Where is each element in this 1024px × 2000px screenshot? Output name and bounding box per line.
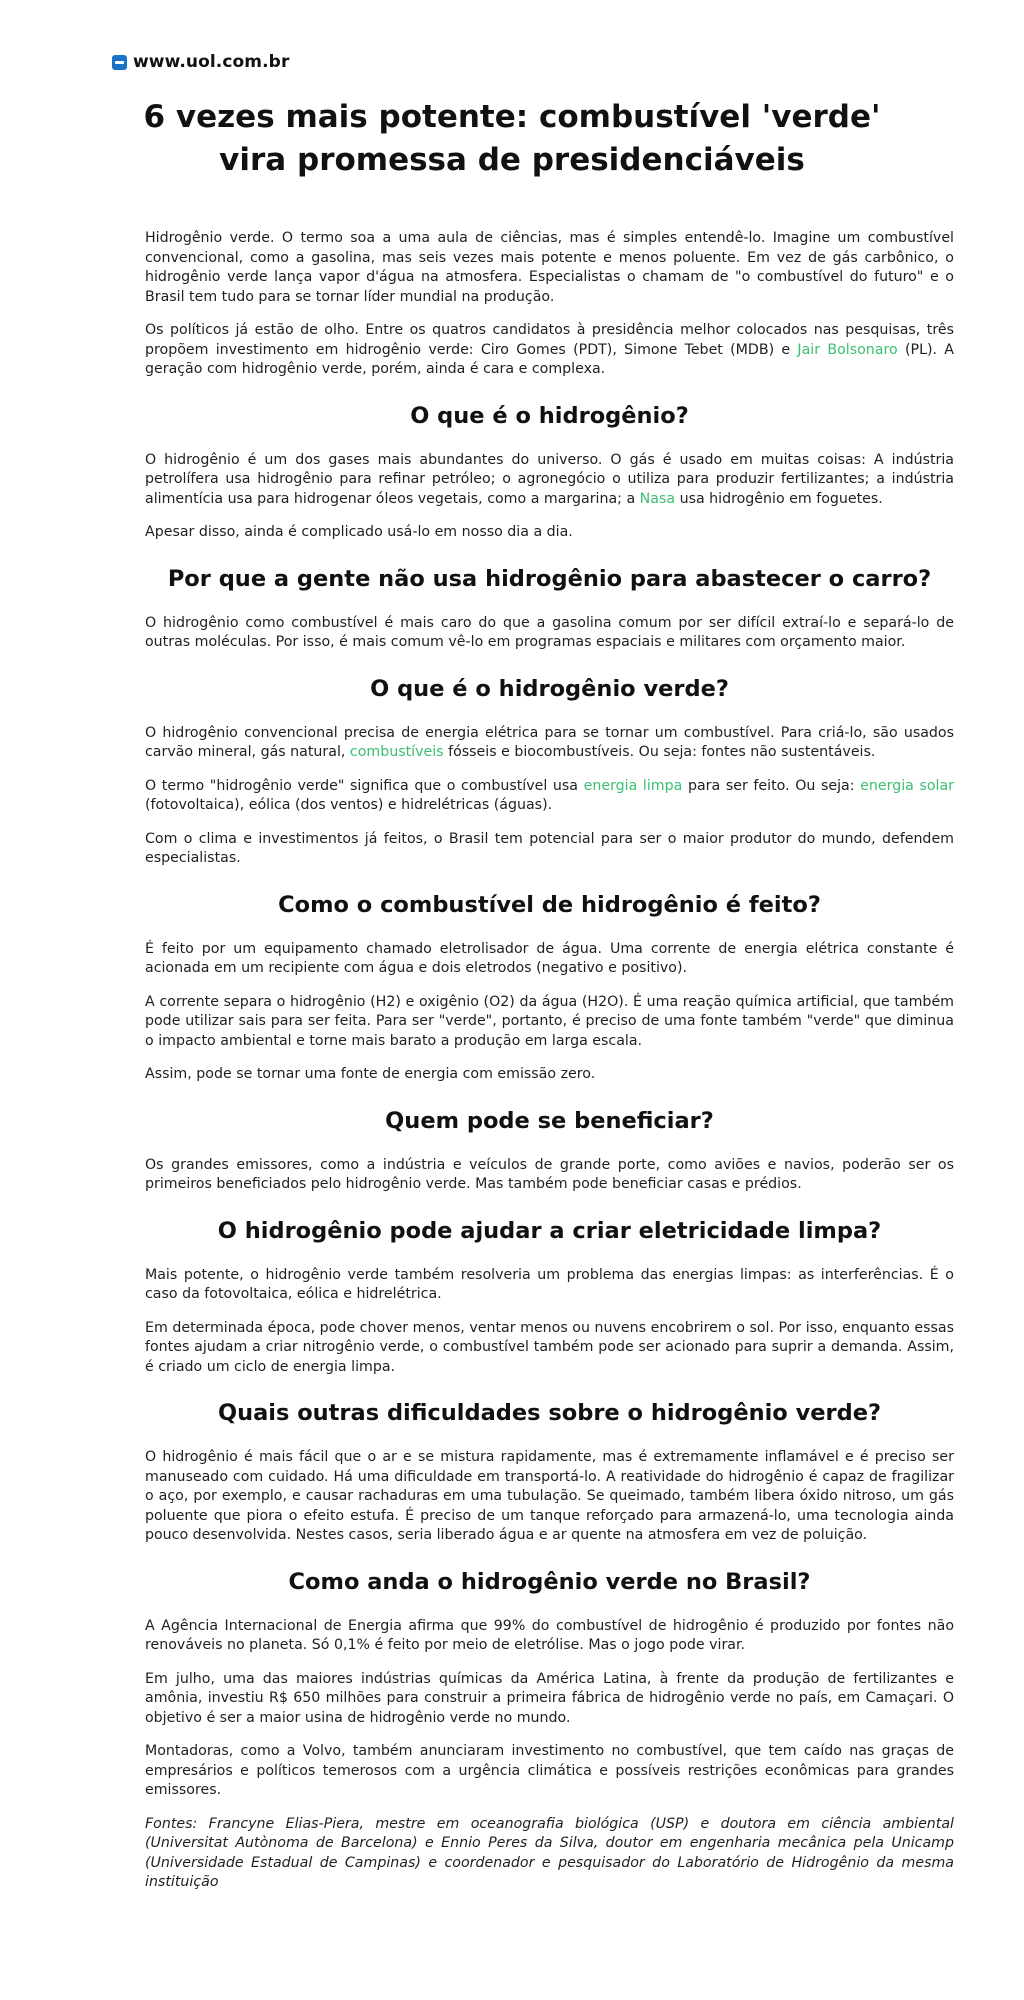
- section-heading: O que é o hidrogênio?: [410, 402, 689, 429]
- paragraph: O hidrogênio é mais fácil que o ar e se mistura rapidamente, mas é extremamente inflamável e é preciso ser manuseado com cuidado. Há uma dificuldade em transportá-lo. A reatividade do hidrogênio é capaz de fragilizar o aço, por exemplo, e causar rachaduras em uma tubulação. Se queimado, também libera óxido nitroso, um gás poluente que piora o efeito estufa. É preciso de um tanque reforçado para armazená-lo, uma tecnologia ainda pouco desenvolvida. Nestes casos, seria liberado água e ar quente na atmosfera em vez de poluição.: [145, 1449, 954, 1543]
- paragraph: Montadoras, como a Volvo, também anunciaram investimento no combustível, que tem caído nas graças de empresários e políticos temerosos com a urgência climática e possíveis restrições econômicas para grandes emissores.: [145, 1743, 954, 1798]
- paragraph: Os grandes emissores, como a indústria e veículos de grande porte, como aviões e navios, poderão ser os primeiros beneficiados pelo hidrogênio verde. Mas também pode beneficiar casas e prédios.: [145, 1156, 954, 1192]
- page-title: 6 vezes mais potente: combustível 'verde' vira promessa de presidenciáveis: [143, 99, 881, 178]
- site-domain[interactable]: www.uol.com.br: [133, 52, 290, 72]
- paragraph-text: fósseis e biocombustíveis. Ou seja: fontes não sustentáveis.: [443, 744, 876, 760]
- paragraph: Em julho, uma das maiores indústrias químicas da América Latina, à frente da produção de fertilizantes e amônia, investiu R$ 650 milhões para construir a primeira fábrica de hidrogênio verde no país, em Camaçari. O objetivo é ser a maior usina de hidrogênio verde no mundo.: [145, 1670, 954, 1726]
- paragraph-text: Os políticos já estão de olho. Entre os quatros candidatos à presidência melhor colocados nas pesquisas, três propõem investimento em hidrogênio verde: Ciro Gomes (PDT), Simone Tebet (MDB) e: [145, 322, 954, 358]
- paragraph: O hidrogênio como combustível é mais caro do que a gasolina comum por ser difícil extraí-lo e separá-lo de outras moléculas. Por isso, é mais comum vê-lo em programas espaciais e militares com orçamento maior.: [145, 614, 954, 650]
- paragraph-text: O hidrogênio convencional precisa de energia elétrica para se tornar um combustível. Para criá-lo, são usados carvão mineral, gás natural,: [145, 724, 954, 760]
- paragraph: [145, 777, 954, 816]
- section-heading: O que é o hidrogênio verde?: [370, 675, 729, 702]
- section-heading: Quem pode se beneficiar?: [385, 1107, 714, 1134]
- link-nasa[interactable]: Nasa: [639, 490, 676, 507]
- section-heading: Como o combustível de hidrogênio é feito?: [278, 891, 821, 918]
- link-jair-bolsonaro[interactable]: Jair Bolsonaro: [797, 341, 898, 358]
- paragraph: Com o clima e investimentos já feitos, o Brasil tem potencial para ser o maior produtor do mundo, defendem especialistas.: [145, 830, 954, 866]
- link-combustiveis[interactable]: combustíveis: [349, 744, 444, 760]
- section-heading: O hidrogênio pode ajudar a criar eletricidade limpa?: [217, 1217, 882, 1244]
- section-heading: Quais outras dificuldades sobre o hidrogênio verde?: [217, 1400, 882, 1426]
- link-energia-limpa[interactable]: energia limpa: [583, 777, 683, 794]
- paragraph-text: para ser feito. Ou seja:: [682, 777, 861, 794]
- article-body: [145, 229, 954, 1907]
- paragraph-text: O termo "hidrogênio verde" significa que o combustível usa: [145, 777, 584, 794]
- paragraph: [145, 724, 954, 763]
- paragraph: Mais potente, o hidrogênio verde também resolveria um problema das energias limpas: as interferências. É o caso da fotovoltaica, eólica e hidrelétrica.: [145, 1266, 954, 1302]
- paragraph-text: (fotovoltaica), eólica (dos ventos) e hidrelétricas (águas).: [145, 797, 553, 813]
- sources-note: Fontes: Francyne Elias-Piera, mestre em oceanografia biológica (USP) e doutora em ciência ambiental (Universitat Autònoma de Barcelona) e Ennio Peres da Silva, doutor em engenharia mecânica pela Unicamp (Universidade Estadual de Campinas) e coordenador e pesquisador do Laboratório de Hidrogênio da mesma instituição: [145, 1815, 954, 1890]
- section-heading: Por que a gente não usa hidrogênio para abastecer o carro?: [167, 565, 932, 592]
- paragraph: É feito por um equipamento chamado eletrolisador de água. Uma corrente de energia elétrica constante é acionada em um recipiente com água e dois eletrodos (negativo e positivo).: [145, 940, 954, 976]
- paragraph: Hidrogênio verde. O termo soa a uma aula de ciências, mas é simples entendê-lo. Imagine um combustível convencional, como a gasolina, mas seis vezes mais potente e menos poluente. Em vez de gás carbônico, o hidrogênio verde lança vapor d'água na atmosfera. Especialistas o chamam de "o combustível do futuro" e o Brasil tem tudo para se tornar líder mundial na produção.: [145, 230, 954, 305]
- uol-favicon-icon: [112, 55, 127, 70]
- paragraph: [145, 321, 954, 380]
- link-energia-solar[interactable]: energia solar: [860, 777, 954, 794]
- paragraph: A corrente separa o hidrogênio (H2) e oxigênio (O2) da água (H2O). É uma reação química artificial, que também pode utilizar sais para ser feita. Para ser "verde", portanto, é preciso de uma fonte também "verde" que diminua o impacto ambiental e torne mais barato a produção em larga escala.: [145, 993, 954, 1049]
- paragraph: [145, 451, 954, 510]
- paragraph-text: O hidrogênio é um dos gases mais abundantes do universo. O gás é usado em muitas coisas: A indústria petrolífera usa hidrogênio para refinar petróleo; o agronegócio o utiliza para produzir fertilizantes; a indústria alimentícia usa para hidrogenar óleos vegetais, como a margarina; a: [145, 451, 954, 507]
- section-heading: Como anda o hidrogênio verde no Brasil?: [288, 1568, 811, 1595]
- site-header: [112, 52, 289, 72]
- paragraph: A Agência Internacional de Energia afirma que 99% do combustível de hidrogênio é produzido por fontes não renováveis no planeta. Só 0,1% é feito por meio de eletrólise. Mas o jogo pode virar.: [145, 1617, 954, 1653]
- paragraph-text: usa hidrogênio em foguetes.: [675, 490, 883, 507]
- paragraph: Em determinada época, pode chover menos, ventar menos ou nuvens encobrirem o sol. Por isso, enquanto essas fontes ajudam a criar nitrogênio verde, o combustível também pode ser acionado para suprir a demanda. Assim, é criado um ciclo de energia limpa.: [145, 1319, 954, 1375]
- paragraph: Assim, pode se tornar uma fonte de energia com emissão zero.: [145, 1066, 596, 1082]
- paragraph-text: (PL). A geração com hidrogênio verde, porém, ainda é cara e complexa.: [145, 341, 955, 377]
- paragraph: Apesar disso, ainda é complicado usá-lo em nosso dia a dia.: [145, 524, 573, 540]
